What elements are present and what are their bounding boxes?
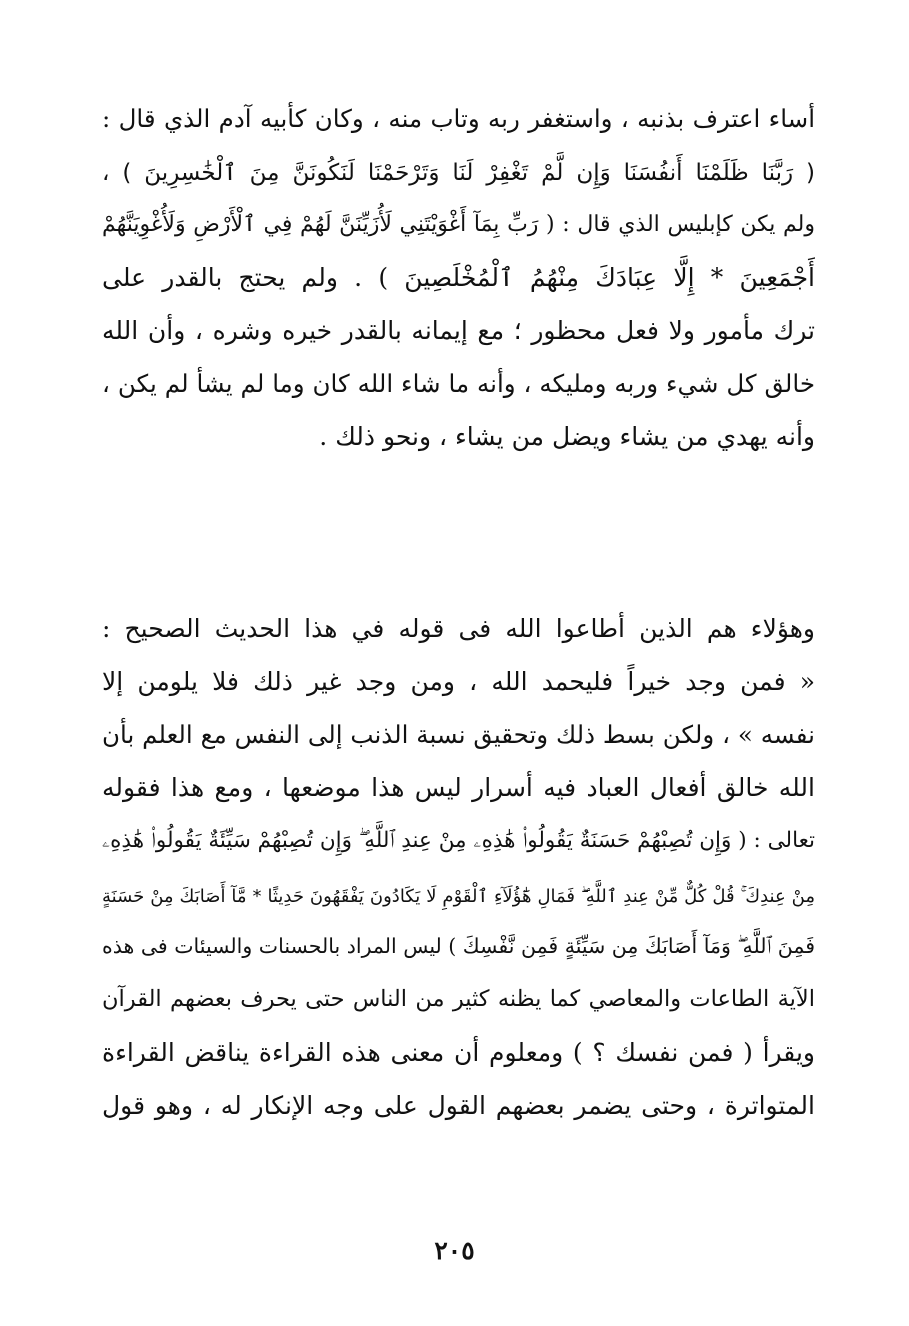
text-line: الآية الطاعات والمعاصي كما يظنه كثير من الناس حتى يحرف بعضهم القرآن xyxy=(102,986,815,1012)
text-line: وأنه يهدي من يشاء ويضل من يشاء ، ونحو ذلك . xyxy=(319,422,815,451)
text-line: تعالى : ( وَإِن تُصِبْهُمْ حَسَنَةٌ يَقُولُوا۟ هَٰذِهِۦ مِنْ عِندِ ٱللَّهِ ۖ وَإِن تُصِبْهُمْ سَيِّئَةٌ يَقُولُوا۟ هَٰذِهِۦ xyxy=(102,828,815,853)
text-line: وهؤلاء هم الذين أطاعوا الله فى قوله في هذا الحديث الصحيح : xyxy=(102,614,815,643)
text-line: ويقرأ ( فمن نفسك ؟ ) ومعلوم أن معنى هذه القراءة يناقض القراءة xyxy=(102,1038,815,1067)
text-line: أساء اعترف بذنبه ، واستغفر ربه وتاب منه ، وكان كأبيه آدم الذي قال : xyxy=(102,104,815,133)
page-number: ٢٠٥ xyxy=(434,1236,475,1265)
text-line: المتواترة ، وحتى يضمر بعضهم القول على وجه الإنكار له ، وهو قول xyxy=(102,1091,815,1120)
text-line: ترك مأمور ولا فعل محظور ؛ مع إيمانه بالقدر خيره وشره ، وأن الله xyxy=(102,316,815,345)
text-line: أَجْمَعِينَ * إِلَّا عِبَادَكَ مِنْهُمُ ٱلْمُخْلَصِينَ ) . ولم يحتج بالقدر على xyxy=(102,263,815,292)
paragraph-1 xyxy=(102,92,815,463)
text-line: « فمن وجد خيراً فليحمد الله ، ومن وجد غير ذلك فلا يلومن إلا xyxy=(102,667,815,696)
quran-verse-line xyxy=(102,145,815,198)
text-line: فَمِنَ ٱللَّهِ ۖ وَمَآ أَصَابَكَ مِن سَيِّئَةٍ فَمِن نَّفْسِكَ ) ليس المراد بالحسنات والسيئات فى هذه xyxy=(102,934,815,958)
paragraph-2 xyxy=(102,602,815,1132)
text-line: نفسه » ، ولكن بسط ذلك وتحقيق نسبة الذنب إلى النفس مع العلم بأن xyxy=(102,720,815,749)
quran-verse-line xyxy=(102,867,815,920)
quran-verse: ( رَبَّنَا ظَلَمْنَا أَنفُسَنَا وَإِن لَّمْ تَغْفِرْ لَنَا وَتَرْحَمْنَا لَنَكُونَنَّ مِنَ ٱلْخَٰسِرِينَ ) ، xyxy=(102,160,815,186)
text-line: الله خالق أفعال العباد فيه أسرار ليس هذا موضعها ، ومع هذا فقوله xyxy=(102,773,815,802)
text-line: ولم يكن كإبليس الذي قال : ( رَبِّ بِمَآ أَغْوَيْتَنِي لَأُزَيِّنَنَّ لَهُمْ فِي ٱلْأَرْضِ وَلَأُغْوِيَنَّهُمْ xyxy=(102,212,815,237)
quran-verse: مِنْ عِندِكَ ۚ قُلْ كُلٌّ مِّنْ عِندِ ٱللَّهِ ۖ فَمَالِ هَٰٓؤُلَآءِ ٱلْقَوْمِ لَا يَكَادُونَ يَفْقَهُونَ حَدِيثًا * مَّآ أَصَابَكَ مِنْ حَسَنَةٍ xyxy=(102,886,815,907)
text-line: خالق كل شيء وربه ومليكه ، وأنه ما شاء الله كان وما لم يشأ لم يكن ، xyxy=(102,369,815,398)
